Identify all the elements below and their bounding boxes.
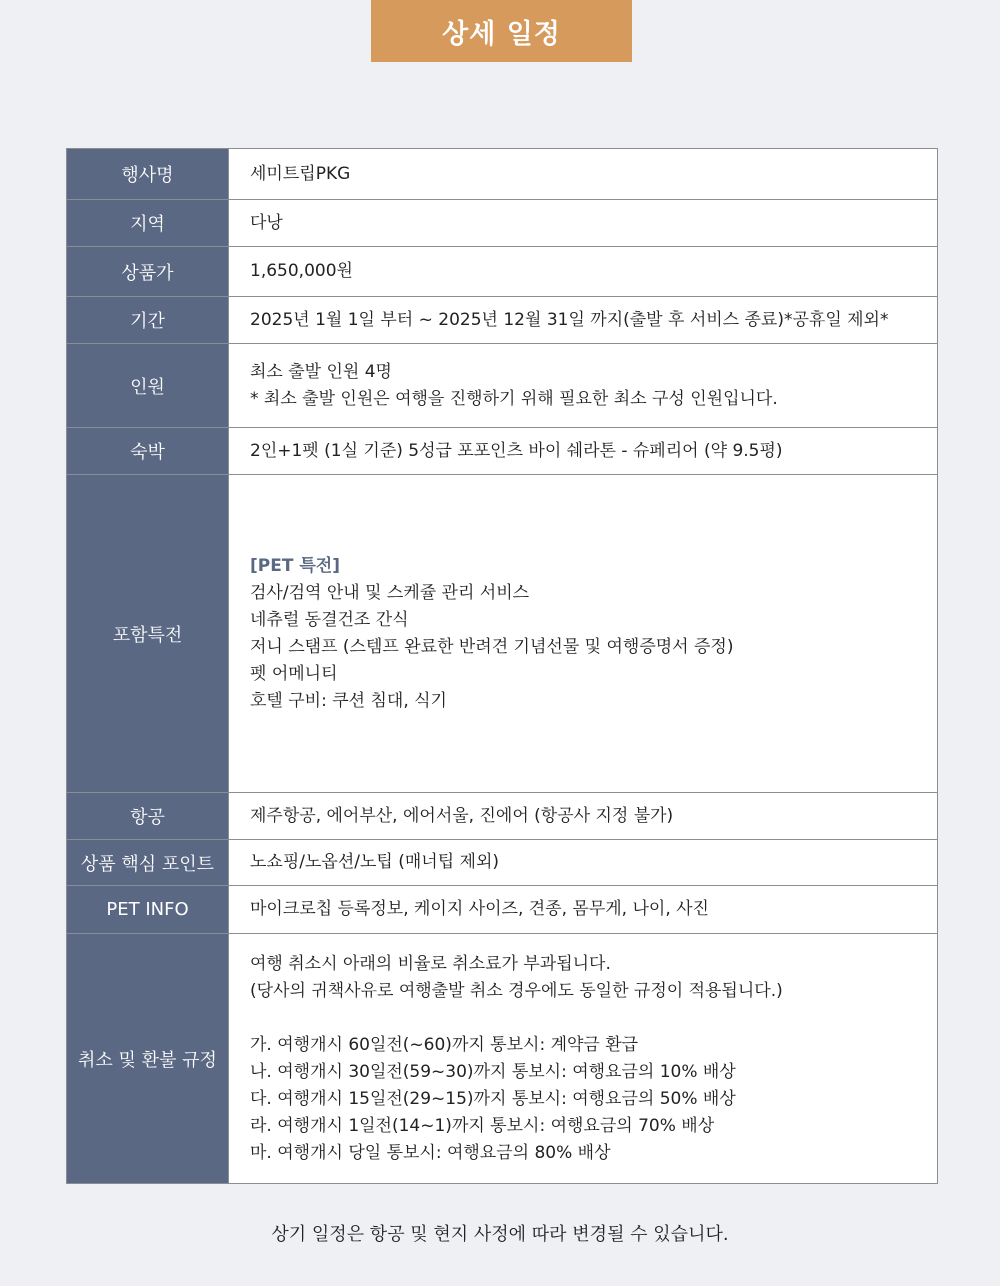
value-line: 여행 취소시 아래의 비율로 취소료가 부과됩니다.	[250, 953, 611, 974]
value-line-spacer	[250, 1005, 925, 1032]
row-value	[229, 200, 938, 247]
row-value	[229, 247, 938, 297]
value-line: 나. 여행개시 30일전(59~30)까지 통보시: 여행요금의 10% 배상	[250, 1061, 736, 1082]
row-value	[229, 344, 938, 428]
row-label: 포함특전	[67, 475, 229, 793]
pet-benefit-heading: [PET 특전]	[250, 555, 340, 576]
row-value	[229, 475, 938, 793]
row-label: 기간	[67, 297, 229, 344]
value-line: 라. 여행개시 1일전(14~1)까지 통보시: 여행요금의 70% 배상	[250, 1115, 715, 1136]
table-row-airline	[67, 793, 938, 840]
value-line: 마이크로칩 등록정보, 케이지 사이즈, 견종, 몸무게, 나이, 사진	[250, 899, 709, 919]
row-label: 취소 및 환불 규정	[67, 934, 229, 1184]
value-line: 세미트립PKG	[250, 163, 351, 184]
row-value	[229, 793, 938, 840]
value-line: 제주항공, 에어부산, 에어서울, 진에어 (항공사 지정 불가)	[250, 805, 674, 826]
row-value	[229, 934, 938, 1184]
table-row-included-benefits	[67, 475, 938, 793]
value-line: 2025년 1월 1일 부터 ~ 2025년 12월 31일 까지(출발 후 서비스 종료)*공휴일 제외*	[250, 309, 889, 330]
row-label: 항공	[67, 793, 229, 840]
row-value	[229, 886, 938, 934]
table-row-key-points	[67, 840, 938, 886]
table-row-period	[67, 297, 938, 344]
row-value	[229, 149, 938, 200]
row-label: 인원	[67, 344, 229, 428]
value-line: 1,650,000원	[250, 261, 353, 281]
row-label: 지역	[67, 200, 229, 247]
table-row-cancellation-policy	[67, 934, 938, 1184]
table-row-price	[67, 247, 938, 297]
value-line: 호텔 구비: 쿠션 침대, 식기	[250, 690, 447, 711]
value-line: * 최소 출발 인원은 여행을 진행하기 위해 필요한 최소 구성 인원입니다.	[250, 388, 778, 409]
value-line: 마. 여행개시 당일 통보시: 여행요금의 80% 배상	[250, 1142, 611, 1163]
value-line: 2인+1펫 (1실 기준) 5성급 포포인츠 바이 쉐라톤 - 슈페리어 (약 9.5평)	[250, 440, 783, 461]
table-row-region	[67, 200, 938, 247]
table-row-accommodation	[67, 428, 938, 475]
value-line: 다. 여행개시 15일전(29~15)까지 통보시: 여행요금의 50% 배상	[250, 1088, 736, 1109]
table-row-event-name	[67, 149, 938, 200]
table-row-pet-info	[67, 886, 938, 934]
row-label: 숙박	[67, 428, 229, 475]
value-line: (당사의 귀책사유로 여행출발 취소 경우에도 동일한 규정이 적용됩니다.)	[250, 980, 783, 1001]
row-value	[229, 840, 938, 886]
value-line: 저니 스탬프 (스템프 완료한 반려견 기념선물 및 여행증명서 증정)	[250, 636, 734, 657]
row-value	[229, 297, 938, 344]
row-label: 상품 핵심 포인트	[67, 840, 229, 886]
detail-schedule-table	[66, 148, 938, 1184]
value-line: 가. 여행개시 60일전(~60)까지 통보시: 계약금 환급	[250, 1034, 639, 1055]
value-line: 검사/검역 안내 및 스케쥴 관리 서비스	[250, 582, 530, 603]
page-title: 상세 일정	[371, 0, 632, 62]
value-line: 네츄럴 동결건조 간식	[250, 609, 409, 630]
value-line: 다낭	[250, 212, 283, 233]
table-row-people	[67, 344, 938, 428]
value-line: 최소 출발 인원 4명	[250, 361, 392, 382]
value-line: 노쇼핑/노옵션/노팁 (매너팁 제외)	[250, 852, 500, 872]
row-label: PET INFO	[67, 886, 229, 934]
footer-note: 상기 일정은 항공 및 현지 사정에 따라 변경될 수 있습니다.	[271, 1224, 729, 1245]
row-value	[229, 428, 938, 475]
value-line: 펫 어메니티	[250, 663, 338, 684]
row-label: 상품가	[67, 247, 229, 297]
row-label: 행사명	[67, 149, 229, 200]
